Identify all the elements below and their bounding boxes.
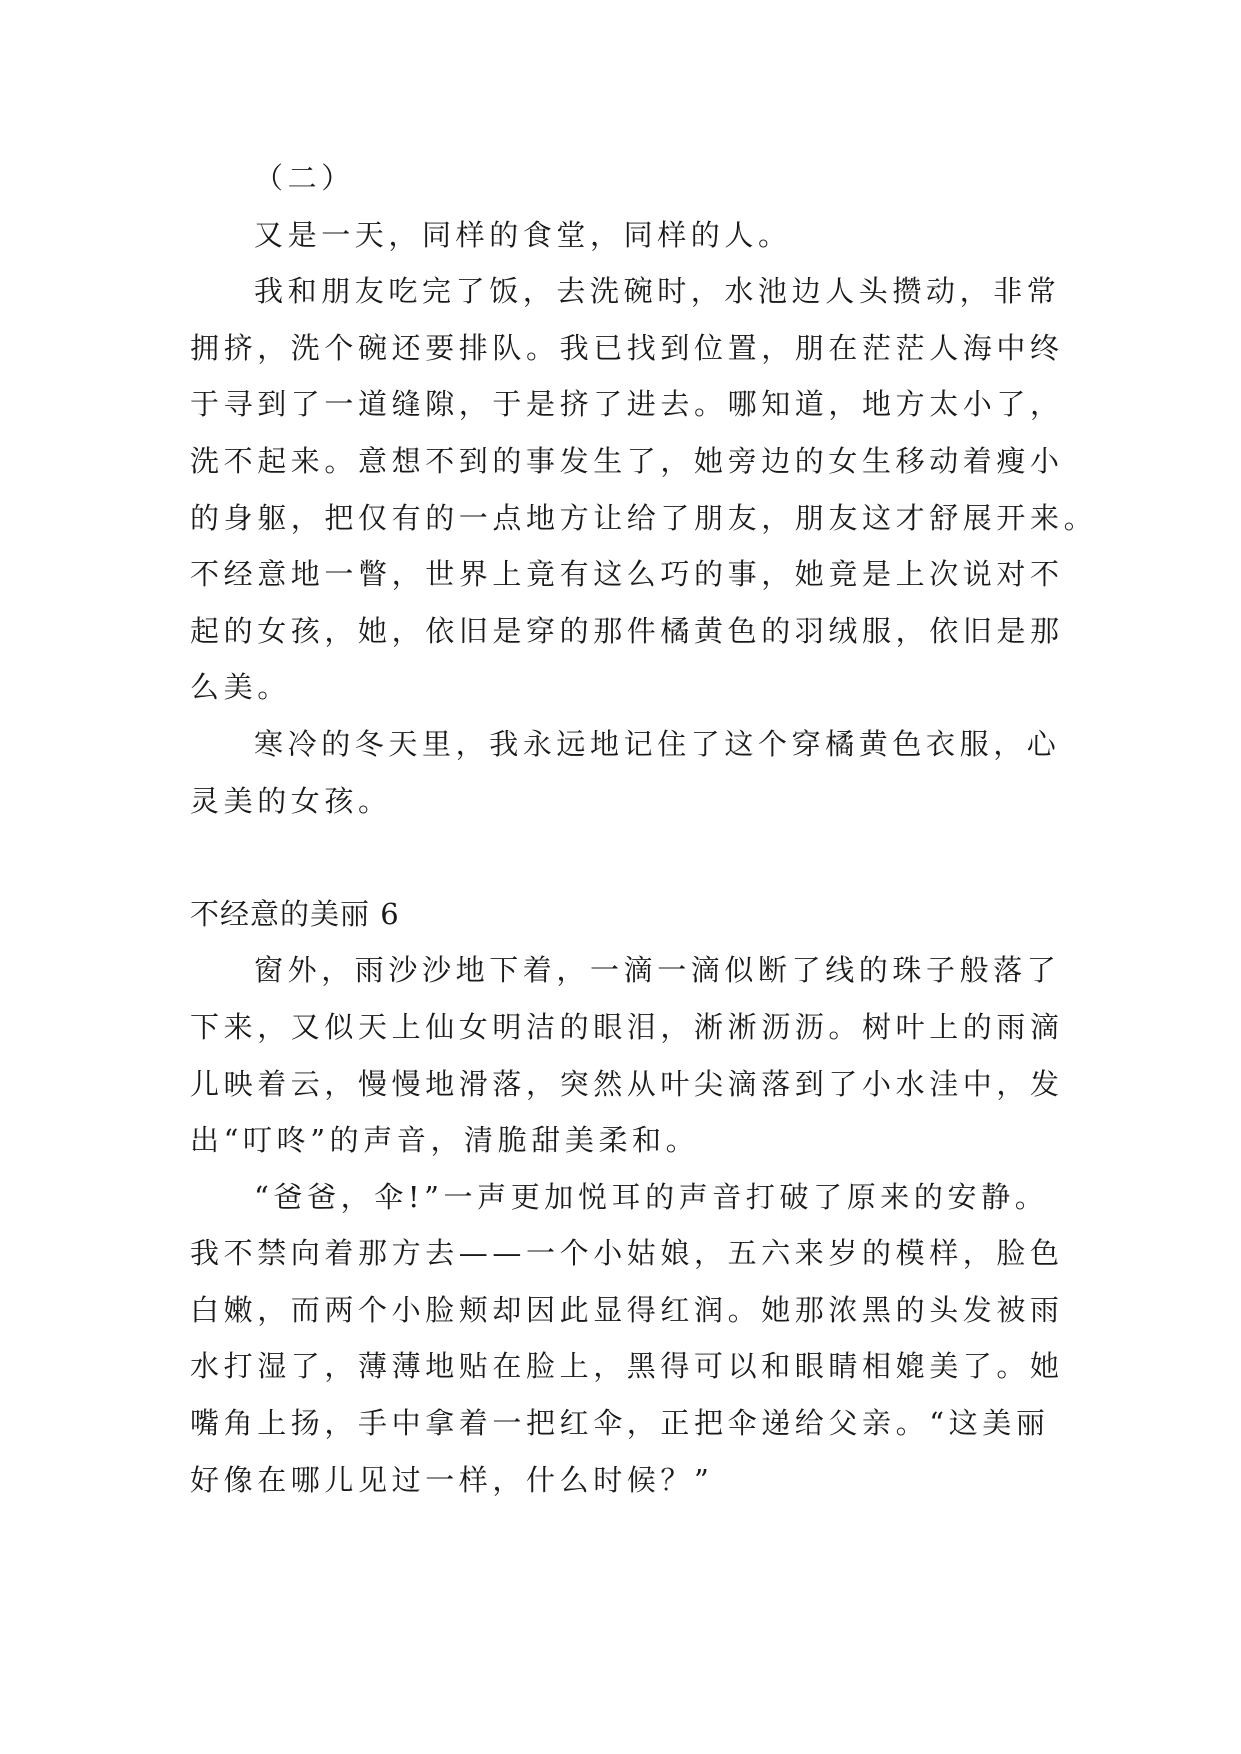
document-page	[190, 150, 1098, 1508]
paragraph	[190, 1169, 1064, 1509]
text-line: 我不禁向着那方去——一个小姑娘，五六来岁的模样，脸色	[190, 1236, 1064, 1271]
text-line: 儿映着云，慢慢地滑落，突然从叶尖滴落到了小水洼中，发	[190, 1066, 1064, 1101]
text-line: 寒冷的冬天里，我永远地记住了这个穿橘黄色衣服，心	[254, 726, 1061, 761]
text-line: 起的女孩，她，依旧是穿的那件橘黄色的羽绒服，依旧是那	[190, 613, 1064, 648]
text-line: 么美。	[190, 670, 291, 705]
paragraph	[190, 716, 1061, 829]
text-line: 水打湿了，薄薄地贴在脸上，黑得可以和眼睛相媲美了。她	[190, 1349, 1064, 1384]
text-line: 嘴角上扬，手中拿着一把红伞，正把伞递给父亲。“这美丽	[190, 1406, 1050, 1441]
blank-line	[190, 829, 1052, 886]
paragraph	[190, 942, 1064, 1168]
section-heading: （二）	[254, 161, 355, 195]
text-line: 又是一天，同样的食堂，同样的人。	[254, 217, 792, 252]
text-line: 好像在哪儿见过一样，什么时候？”	[190, 1462, 714, 1497]
text-line: 白嫩，而两个小脸颊却因此显得红润。她那浓黑的头发被雨	[190, 1292, 1064, 1327]
essay-title: 不经意的美丽 6	[190, 896, 400, 931]
paragraph	[190, 263, 1098, 716]
text-line: 出“叮咚”的声音，清脆甜美柔和。	[190, 1123, 700, 1158]
text-line: 我和朋友吃完了饭，去洗碗时，水池边人头攒动，非常	[254, 274, 1061, 309]
text-line: 窗外，雨沙沙地下着，一滴一滴似断了线的珠子般落了	[254, 953, 1061, 988]
text-line: 灵美的女孩。	[190, 783, 392, 818]
text-line: 拥挤，洗个碗还要排队。我已找到位置，朋在茫茫人海中终	[190, 330, 1064, 365]
text-line: 不经意地一瞥，世界上竟有这么巧的事，她竟是上次说对不	[190, 557, 1064, 592]
text-line: “爸爸，伞!”一声更加悦耳的声音打破了原来的安静。	[254, 1179, 1049, 1214]
text-line: 的身躯，把仅有的一点地方让给了朋友，朋友这才舒展开来。	[190, 500, 1098, 535]
text-line: 洗不起来。意想不到的事发生了，她旁边的女生移动着瘦小	[190, 443, 1064, 478]
text-line: 下来，又似天上仙女明洁的眼泪，淅淅沥沥。树叶上的雨滴	[190, 1009, 1064, 1044]
text-line: 于寻到了一道缝隙，于是挤了进去。哪知道，地方太小了，	[190, 387, 1064, 422]
paragraph	[190, 207, 1052, 264]
